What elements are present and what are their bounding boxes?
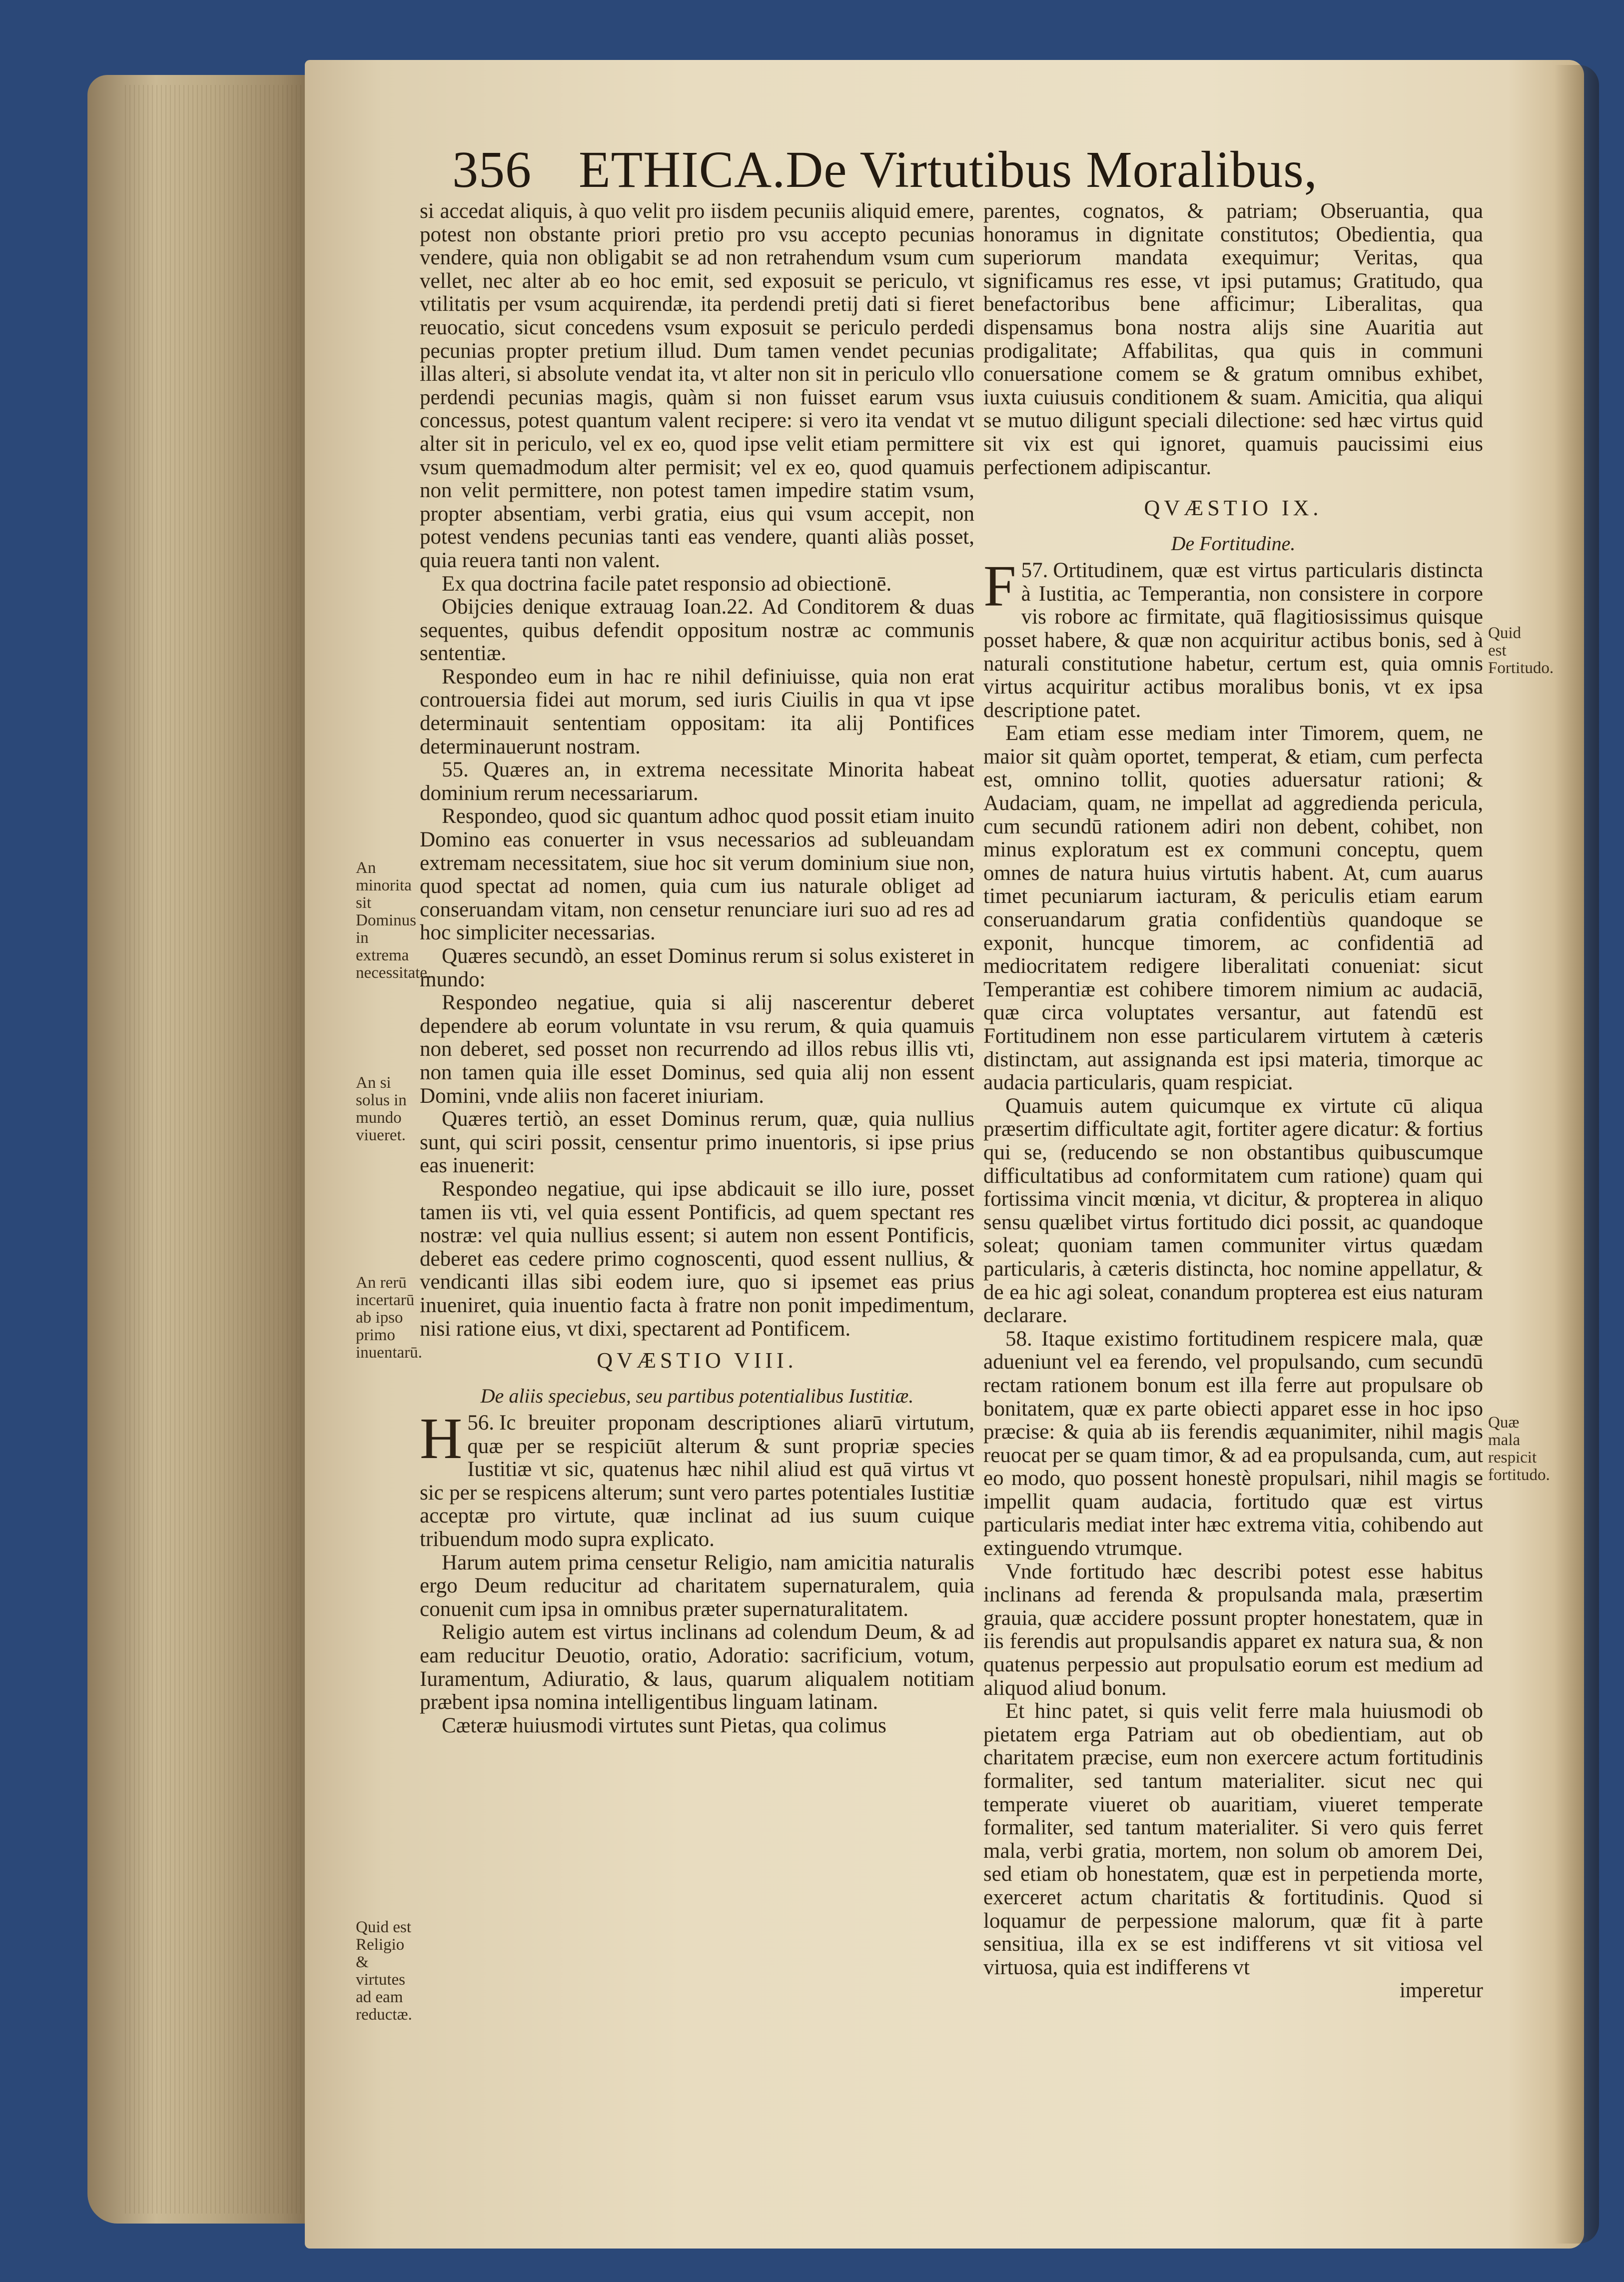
- left-paragraph-8: Respondeo negatiue, quia si alij nascerentur deberet dependere ab eorum voluntate in vsu rerum, & quia quamuis non deberet, sed posset non recurrendo ad illos rebus illis vti, non tamen quia ille esset Dominus, sed quia alij non essent Domini, vnde aliis non faceret iniuriam.: [420, 991, 974, 1108]
- page-edges: [125, 85, 315, 2214]
- left-paragraph-6: Respondeo, quod sic quantum adhoc quod possit etiam inuito Domino eas conuerter in vsus necessarios ad subleuandam extremam necessitatem, siue hoc sit verum dominium siue non, quod spectat ad nomen, quia cum ius naturale obliget ad conseruandam vitam, non censetur renunciare iuri suo ad res ad hoc simpliciter necessarias.: [420, 804, 974, 945]
- question-9-subtitle: De Fortitudine.: [1171, 532, 1296, 555]
- question-9-heading: QVÆSTIO IX.: [1144, 496, 1323, 521]
- right-paragraph-1: parentes, cognatos, & patriam; Obseruantia, qua honoramus in dignitate constitutos; Obedientia, qua superiorum mandata exequimur; Veritas, qua significamus res esse, vt ipsi putamus; Gratitudo, qua benefactoribus bene afficimur; Liberalitas, qua dispensamus bona nostra alijs sine Auaritia aut prodigalitate; Affabilitas, qua quis in communi conuersatione comem se & gratum omnibus exhibet, iuxta cuiusuis conditionem & suam. Amicitia, qua aliqui se mutuo diligunt speciali dilectione: sed hæc virtus quid sit vix est qui ignoret, quamuis paucissimi eius perfectionem adipiscantur.: [983, 199, 1483, 479]
- running-head: [452, 142, 1318, 197]
- right-paragraph-3: Eam etiam esse mediam inter Timorem, quem, ne maior sit quàm oportet, temperat, & etiam, cum perfecta est, omnino tollit, quoties aduersatur rationi; & Audaciam, quam, ne impellat ad aggredienda pericula, cum secundū rationem adiri non debent, cohibet, non minus exploratum est ex communi conceptu, quem omnes de natura huius virtutis habent. At, cum auarus timet pecuniarum iacturam, & periculis etiam earum conseruandarum gratia confidentiùs quandoque se exponit, huncque timorem, ac confidentiā ad mediocritatem redigere liberalitati conueniat: sicut Temperantiæ est cohibere timorem nimium ac audaciā, quæ circa voluptates versantur, aut fatendū est Fortitudinem non esse particularem virtutem à cæteris distinctam, aut assignanda est ipsi materia, timorque ac audacia particularis, quam respiciat.: [983, 722, 1483, 1095]
- left-paragraph-3: Obijcies denique extrauag Ioan.22. Ad Conditorem & duas sequentes, quibus defendit oppositum nostræ ac communis sententiæ.: [420, 595, 974, 666]
- right-paragraph-5: 58. Itaque existimo fortitudinem respicere mala, quæ adueniunt vel ea ferendo, vel propulsando, cum secundū rectam rationem bonum est illa ferre aut propulsare ob bonitatem, quæ ex parte obiecti apparet esse in hoc ipso præcise: & quia ab iis ferendis æquanimiter, nihil magis reuocat per se quam timor, & ad ea propulsanda, cum, aut eo modo, quo possent honestè propulsari, nihil magis se impellit quam audacia, fortitudo quæ est virtus particularis mediat inter hæc extrema vitia, cohibendo aut extinguendo vtrumque.: [983, 1327, 1483, 1560]
- left-paragraph-14: Cæteræ huiusmodi virtutes sunt Pietas, qua colimus: [442, 1713, 886, 1737]
- question-8-subtitle: De aliis speciebus, seu partibus potentialibus Iustitiæ.: [480, 1385, 914, 1408]
- left-paragraph-9: Quæres tertiò, an esset Dominus rerum, quæ, quia nullius sunt, qui sciri possit, censentur primo inuentoris, si ipse prius eas inuenerit:: [420, 1107, 974, 1178]
- left-paragraph-12: Harum autem prima censetur Religio, nam amicitia naturalis ergo Deum reducitur ad charitatem supernaturalem, quia conuenit cum ipsa in omnibus præter supernaturalitatem.: [420, 1550, 974, 1621]
- margin-note-mala: Quæ mala respicit fortitudo.: [1488, 1414, 1550, 1484]
- margin-note-religio: Quid est Religio & virtutes ad eam reductæ.: [356, 1918, 412, 2024]
- left-paragraph-5: 55. Quæres an, in extrema necessitate Minorita habeat dominium rerum necessariarum.: [420, 758, 974, 805]
- left-paragraph-10: Respondeo negatiue, qui ipse abdicauit se illo iure, posset tamen iis vti, vel quia essent Pontificis, ad quem spectant res nostræ: vel quia nullius essent; si autem non essent Pontificis, deberet eas cedere primo cognoscenti, quod essent nullius, & vendicanti illas sibi eodem iure, quo si ipsemet eas prius inueniret, quia inuentio facta à fratre non ponit impedimentum, nisi ratione eius, vt dixi, spectarent ad Pontificem.: [420, 1177, 974, 1341]
- drop-cap-h: H: [420, 1406, 463, 1472]
- margin-note-minorita: An minorita sit Dominus in extrema necessitate.: [356, 859, 432, 982]
- margin-note-inuentoris: An rerū incertarū ab ipso primo inuentarū.: [356, 1274, 422, 1362]
- left-paragraph-4: Respondeo eum in hac re nihil definiuisse, quia non erat controuersia fidei aut morum, sed iuris Ciuilis in qua vt ipse determinauit sententiam oppositam: ita alij Pontifices determinauerunt nostram.: [420, 665, 974, 759]
- section-number-56: 56.: [467, 1411, 494, 1435]
- right-paragraph-7: Et hinc patet, si quis velit ferre mala huiusmodi ob pietatem erga Patriam aut ob obedientiam, aut ob charitatem præcise, eum non exercere actum fortitudinis formaliter, sed tantum materialiter. sicut nec qui temperate viueret ob auaritiam, viueret temperate formaliter, sed tantum materialiter. Si vero quis ferret mala, verbi gratia, mortem, non solum ob amorem Dei, sed etiam ob honestatem, quæ est in perpetienda morte, exerceret actum charitatis & fortitudinis. Quod si loquamur de perpessione malorum, quæ fit à parte sensitiua, illa ex se est indifferens vt sit vitiosa vel virtuosa, quia est indifferens vt: [983, 1699, 1483, 1979]
- right-column: [983, 200, 1483, 2003]
- left-column: [420, 200, 974, 1737]
- catchword: imperetur: [1399, 1979, 1483, 2003]
- right-paragraph-4: Quamuis autem quicumque ex virtute cū aliqua præsertim difficultate agit, fortiter agere dicatur: & fortius qui se, (reducendo se non obstantibus quibuscumque difficultatibus ad conformitatem cum ratione) quam qui fortissima vincit mœnia, vt dicitur, & propterea in aliquo sensu quælibet virtus fortitudo dici possit, ac quandoque soleat; quoniam tamen communiter virtus quædam particularis, à cæteris distincta, hoc nomine appellatur, & de ea hic agi soleat, conandum propterea est eius naturam declarare.: [983, 1094, 1483, 1328]
- page-number: 356: [452, 141, 532, 198]
- drop-cap-f: F: [983, 553, 1016, 619]
- left-paragraph-13: Religio autem est virtus inclinans ad colendum Deum, & ad eam reducitur Deuotio, oratio, Adoratio: sacrificium, votum, Iuramentum, Adiuratio, & laus, quarum aliqualem notitiam præbent ipsa nomina intelligentibus linguam latinam.: [420, 1620, 974, 1714]
- section-number-57: 57.: [1021, 559, 1048, 583]
- question-8-heading: QVÆSTIO VIII.: [597, 1348, 798, 1373]
- left-paragraph-1: si accedat aliquis, à quo velit pro iisdem pecuniis aliquid emere, potest non obstante priori pretio pro vsu accepto pecunias vendere, quia non obligabit se ad non retrahendum vsum cum vellet, nec alter ab eo hoc emit, sed exposuit se periculo, vt vtilitatis per vsum acquirendæ, ita perdendi pretij dati si fieret reuocatio, sicut concedens vsum exposuit se periculo perdedi pecunias propter pretium illud. Dum tamen vendet pecunias illas alteri, si absolute vendat ita, vt alter non sit in periculo vllo perdendi pecunias magis, quàm si non fuisset earum vsus concessus, potest quantum valent recipere: si vero ita vendat vt alter sit in periculo, vel ex eo, quod ipse velit etiam permittere vsum quemadmodum alter permisit; vel ex eo, quod quamuis non velit permittere, non potest tamen impedire statim vsum, propter absentiam, verbi gratia, eius qui vsum accepit, non potest vendens pecunias tanti eas vendere, quanti aliàs posset, quia reuera tanti non valent.: [420, 199, 974, 572]
- right-paragraph-6: Vnde fortitudo hæc describi potest esse habitus inclinans ad ferenda & propulsanda mala, præsertim grauia, quæ accidere possunt propter honestatem, quæ in iis ferendis aut propulsandis apparet ex natura sua, & non quatenus perpessio aut propulsatio eorum est medium ad aliquod aliud bonum.: [983, 1559, 1483, 1700]
- margin-note-solus: An si solus in mundo viueret.: [356, 1074, 407, 1144]
- running-head-title: ETHICA.De Virtutibus Moralibus,: [579, 141, 1318, 198]
- page-fold: [1554, 65, 1599, 2244]
- right-paragraph-2-text: Ortitudinem, quæ est virtus particularis distincta à Iustitia, ac Temperantia, non consistere in corpore vis robore ac firmitate, quā flagitiosissimus quisque posset habere, & quæ non acquiritur actibus bonis, sed à naturali constitutione habetur, certum est, quia omnis virtus acquiritur actibus moralibus bonis, vt ex ipsa descriptione patet.: [983, 559, 1483, 722]
- left-paragraph-11: [420, 1406, 974, 1551]
- left-paragraph-2: Ex qua doctrina facile patet responsio ad obiectionē.: [442, 572, 892, 596]
- left-paragraph-11-text: Ic breuiter proponam descriptiones aliarū virtutum, quæ per se respiciūt alterum & sunt propriæ species Iustitiæ vt sic, quatenus hæc nihil aliud est quā virtus vt sic per se respicens alterum; sunt vero partes potentiales Iustitiæ acceptæ pro virtute, quæ inclinat ad ius suum cuique tribuendum modo supra explicato.: [420, 1411, 974, 1551]
- margin-note-fortitudo: Quid est Fortitudo.: [1488, 624, 1554, 677]
- right-paragraph-2: [983, 553, 1483, 722]
- left-paragraph-7: Quæres secundò, an esset Dominus rerum si solus existeret in mundo:: [420, 944, 974, 991]
